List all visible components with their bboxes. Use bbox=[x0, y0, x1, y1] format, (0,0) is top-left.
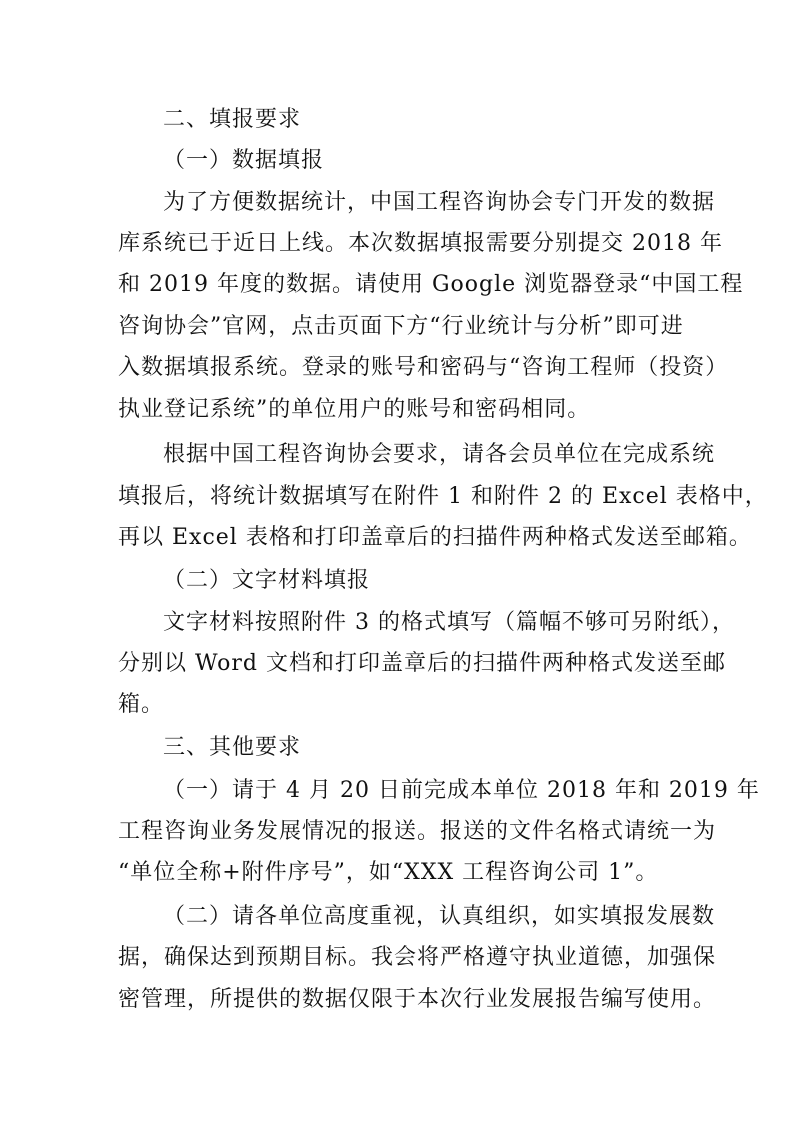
paragraph-line: 库系统已于近日上线。本次数据填报需要分别提交 2018 年 bbox=[118, 231, 723, 256]
paragraph-line: 填报后，将统计数据填写在附件 1 和附件 2 的 Excel 表格中， bbox=[118, 484, 768, 509]
paragraph-line: 据，确保达到预期目标。我会将严格遵守执业道德，加强保 bbox=[118, 945, 717, 970]
paragraph-line: 密管理，所提供的数据仅限于本次行业发展报告编写使用。 bbox=[118, 987, 717, 1012]
paragraph-line: 根据中国工程咨询协会要求，请各会员单位在完成系统 bbox=[163, 442, 716, 467]
paragraph-line: “单位全称+附件序号”，如“XXX 工程咨询公司 1”。 bbox=[118, 860, 659, 885]
paragraph-line: 咨询协会”官网，点击页面下方“行业统计与分析”即可进 bbox=[118, 314, 684, 339]
paragraph-line: 再以 Excel 表格和打印盖章后的扫描件两种格式发送至邮箱。 bbox=[118, 525, 752, 550]
paragraph-line: （二）请各单位高度重视，认真组织，如实填报发展数 bbox=[163, 904, 716, 929]
paragraph-line: 为了方便数据统计，中国工程咨询协会专门开发的数据 bbox=[163, 190, 716, 215]
paragraph-line: 执业登记系统”的单位用户的账号和密码相同。 bbox=[118, 397, 591, 422]
paragraph-line: 和 2019 年度的数据。请使用 Google 浏览器登录“中国工程 bbox=[118, 272, 744, 297]
paragraph-line: 文字材料按照附件 3 的格式填写（篇幅不够可另附纸）， bbox=[163, 610, 735, 635]
section-heading-other-requirements: 三、其他要求 bbox=[163, 735, 302, 760]
section-heading-filling-requirements: 二、填报要求 bbox=[163, 107, 302, 132]
paragraph-line: 入数据填报系统。登录的账号和密码与“咨询工程师（投资） bbox=[118, 355, 729, 380]
subsection-heading-data-filling: （一）数据填报 bbox=[163, 148, 325, 173]
paragraph-line: （一）请于 4 月 20 日前完成本单位 2018 年和 2019 年 bbox=[163, 778, 760, 803]
paragraph-line: 箱。 bbox=[118, 692, 165, 717]
paragraph-line: 分别以 Word 文档和打印盖章后的扫描件两种格式发送至邮 bbox=[118, 651, 726, 676]
paragraph-line: 工程咨询业务发展情况的报送。报送的文件名格式请统一为 bbox=[118, 819, 717, 844]
subsection-heading-text-materials: （二）文字材料填报 bbox=[163, 568, 371, 593]
